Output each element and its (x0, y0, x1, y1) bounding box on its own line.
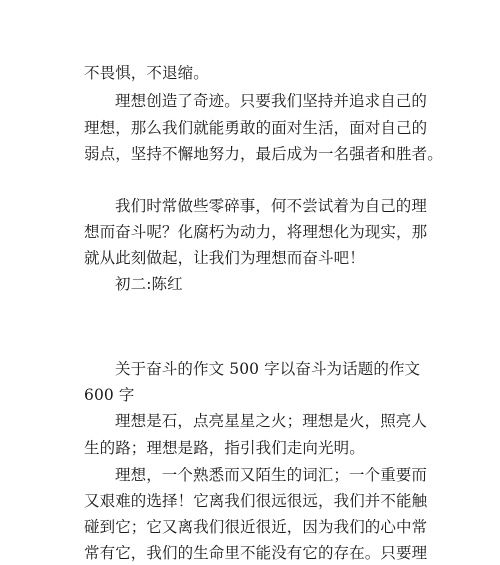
text-line: 碰到它；它又离我们很近很近，因为我们的心中常 (84, 518, 428, 536)
text-line: 理想是石，点亮星星之火；理想是火，照亮人 (115, 412, 428, 430)
text-line: 我们时常做些零碎事，何不尝试着为自己的理 (115, 197, 428, 215)
text-line: 想而奋斗呢？化腐朽为动力，将理想化为现实，那 (84, 223, 428, 241)
text-line: 常有它，我们的生命里不能没有它的存在。只要理 (84, 544, 428, 562)
author-line: 初二:陈红 (115, 275, 183, 293)
text-line: 弱点，坚持不懈地努力，最后成为一名强者和胜者。 (84, 145, 443, 163)
text-line: 理想，那么我们就能勇敢的面对生活，面对自己的 (84, 119, 428, 137)
text-line: 又艰难的选择！它离我们很远很远，我们并不能触 (84, 492, 428, 510)
text-line: 理想创造了奇迹。只要我们坚持并追求自己的 (115, 92, 428, 110)
section-title: 关于奋斗的作文 500 字以奋斗为话题的作文 (115, 360, 421, 378)
text-line: 不畏惧，不退缩。 (84, 64, 209, 82)
text-line: 就从此刻做起，让我们为理想而奋斗吧！ (84, 249, 365, 267)
text-line: 理想，一个熟悉而又陌生的词汇；一个重要而 (115, 466, 428, 484)
section-title: 600 字 (84, 386, 135, 404)
text-line: 生的路；理想是路，指引我们走向光明。 (84, 439, 365, 457)
